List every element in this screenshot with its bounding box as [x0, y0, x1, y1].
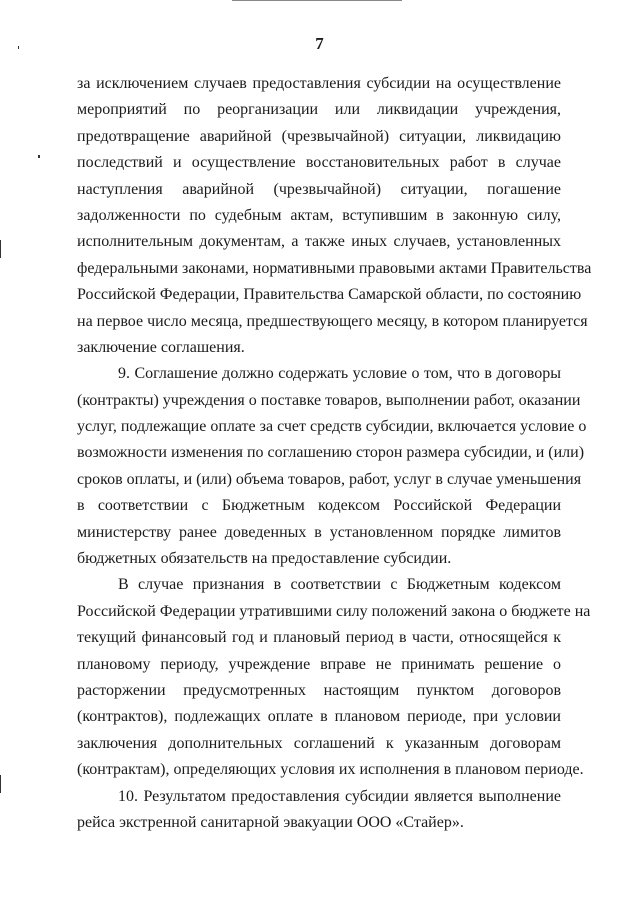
scan-edge-mark	[0, 240, 1, 258]
paragraph	[77, 572, 591, 783]
paragraph	[77, 71, 592, 361]
scan-speck	[38, 155, 40, 158]
text-line: плановому периоду, учреждение вправе не принимать решение о	[77, 655, 561, 673]
paragraph	[77, 784, 561, 837]
text-line: возможности изменения по соглашению сторон размера субсидии, и (или)	[77, 444, 585, 462]
text-line: рейса экстренной санитарной эвакуации ООО «Стайер».	[77, 813, 464, 831]
document-body	[77, 71, 592, 836]
text-line: предотвращение аварийной (чрезвычайной) ситуации, ликвидацию	[77, 127, 561, 145]
text-line: услуг, подлежащие оплате за счет средств субсидии, включается условие о	[77, 418, 587, 436]
text-line: заключения дополнительных соглашений к указанным договорам	[77, 734, 561, 752]
text-line: (контрактам), определяющих условия их исполнения в плановом периоде.	[77, 761, 584, 779]
text-line: бюджетных обязательств на предоставление субсидии.	[77, 550, 452, 568]
text-line: в соответствии с Бюджетным кодексом Российской Федерации	[77, 497, 561, 515]
paragraph	[77, 361, 587, 572]
text-line: федеральными законами, нормативными правовыми актами Правительства	[77, 259, 592, 277]
text-line: В случае признания в соответствии с Бюджетным кодексом	[118, 576, 561, 594]
scan-edge-mark	[0, 775, 1, 793]
text-line: наступления аварийной (чрезвычайной) ситуации, погашение	[77, 180, 561, 198]
text-line: за исключением случаев предоставления субсидии на осуществление	[77, 75, 561, 92]
text-line: Российской Федерации утратившими силу положений закона о бюджете на	[77, 602, 591, 620]
text-line: Российской Федерации, Правительства Самарской области, по состоянию	[77, 286, 582, 304]
text-line: последствий и осуществление восстановительных работ в случае	[77, 154, 561, 172]
text-line: (контрактов), подлежащих оплате в плановом периоде, при условии	[77, 708, 561, 726]
text-line: (контракты) учреждения о поставке товаров, выполнении работ, оказании	[77, 391, 581, 409]
text-line: исполнительным документам, а также иных случаев, установленных	[77, 233, 561, 251]
text-line: министерству ранее доведенных в установленном порядке лимитов	[77, 523, 561, 541]
scan-edge-line	[232, 0, 402, 1]
text-line: задолженности по судебным актам, вступившим в законную силу,	[77, 206, 561, 224]
text-line: заключение соглашения.	[77, 338, 245, 356]
text-line: текущий финансовый год и плановый период в части, относящейся к	[77, 629, 561, 647]
text-line: мероприятий по реорганизации или ликвидации учреждения,	[77, 101, 561, 119]
text-line: 10. Результатом предоставления субсидии является выполнение	[118, 787, 561, 805]
text-line: на первое число месяца, предшествующего месяцу, в котором планируется	[77, 312, 588, 330]
text-line: 9. Соглашение должно содержать условие о том, что в договоры	[118, 365, 561, 383]
text-line: сроков оплаты, и (или) объема товаров, работ, услуг в случае уменьшения	[77, 470, 582, 488]
page-number: 7	[315, 34, 324, 53]
text-line: расторжении предусмотренных настоящим пунктом договоров	[77, 681, 561, 699]
